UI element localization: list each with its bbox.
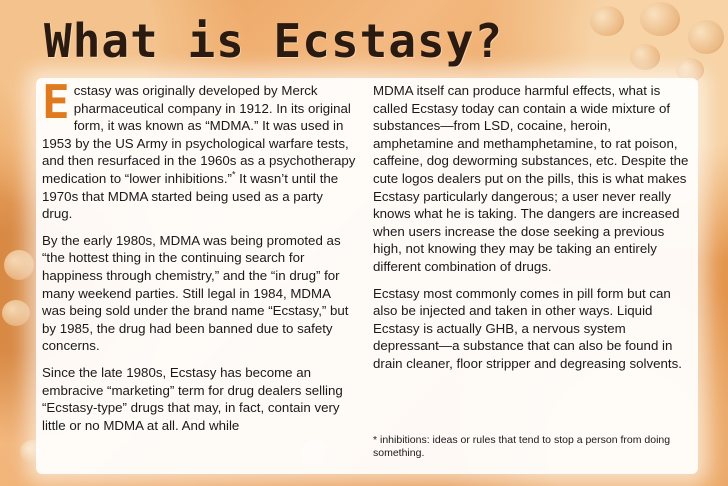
paragraph-history-tail: It wasn’t until the 1970s that MDMA started being used as a party drug.	[42, 170, 339, 222]
paragraph-forms: Ecstasy most commonly comes in pill form but can also be injected and taken in other ways. Liquid Ecstasy is actually GHB, a nervous system depressant—a substance that can also be found in drain cleaner, floor stripper and degreasing solvents.	[373, 285, 682, 371]
right-column	[373, 82, 691, 382]
left-column	[42, 75, 356, 443]
footnote-marker: *	[231, 169, 236, 180]
paragraph-history-text: cstasy was originally developed by Merck pharmaceutical company in 1912. In its original form, it was known as “MDMA.” It was used in 1953 by the US Army in psychological warfare tests, and then resurfaced in the 1960s as a psychotherapy medication to “lower inhibitions.”	[42, 83, 356, 186]
pill-decoration	[688, 20, 724, 54]
paragraph-late-1980s: Since the late 1980s, Ecstasy has become an embracive “marketing” term for drug dealers selling “Ecstasy-type” drugs that may, in fact, contain very little or no MDMA at all. And while	[42, 364, 343, 433]
pill-decoration	[630, 44, 660, 70]
pill-decoration	[590, 6, 624, 36]
paragraph-1980s: By the early 1980s, MDMA was being promoted as “the hottest thing in the continuing search for happiness through chemistry,” and the “in drug” for many weekend parties. Still legal in 1984, MDMA was being sold under the brand name “Ecstasy,” but by 1985, the drug had been banned due to safety concerns.	[42, 232, 349, 354]
pill-decoration	[640, 2, 680, 36]
drop-cap: E	[42, 75, 70, 129]
pill-decoration	[4, 250, 34, 280]
footnote: * inhibitions: ideas or rules that tend to stop a person from doing something.	[373, 434, 671, 459]
page-title: What is Ecstasy?	[44, 14, 504, 68]
pill-decoration	[2, 300, 30, 326]
paragraph-mixture: MDMA itself can produce harmful effects, what is called Ecstasy today can contain a wide mixture of substances—from LSD, cocaine, heroin, amphetamine and methamphetamine, to rat poison, caffeine, dog deworming substances, etc. Despite the cute logos dealers put on the pills, this is what makes Ecstasy particularly dangerous; a user never really knows what he is taking. The dangers are increased when users increase the dose seeking a previous high, not knowing they may be taking an entirely different combination of drugs.	[373, 83, 689, 274]
paragraph-history	[42, 75, 356, 223]
